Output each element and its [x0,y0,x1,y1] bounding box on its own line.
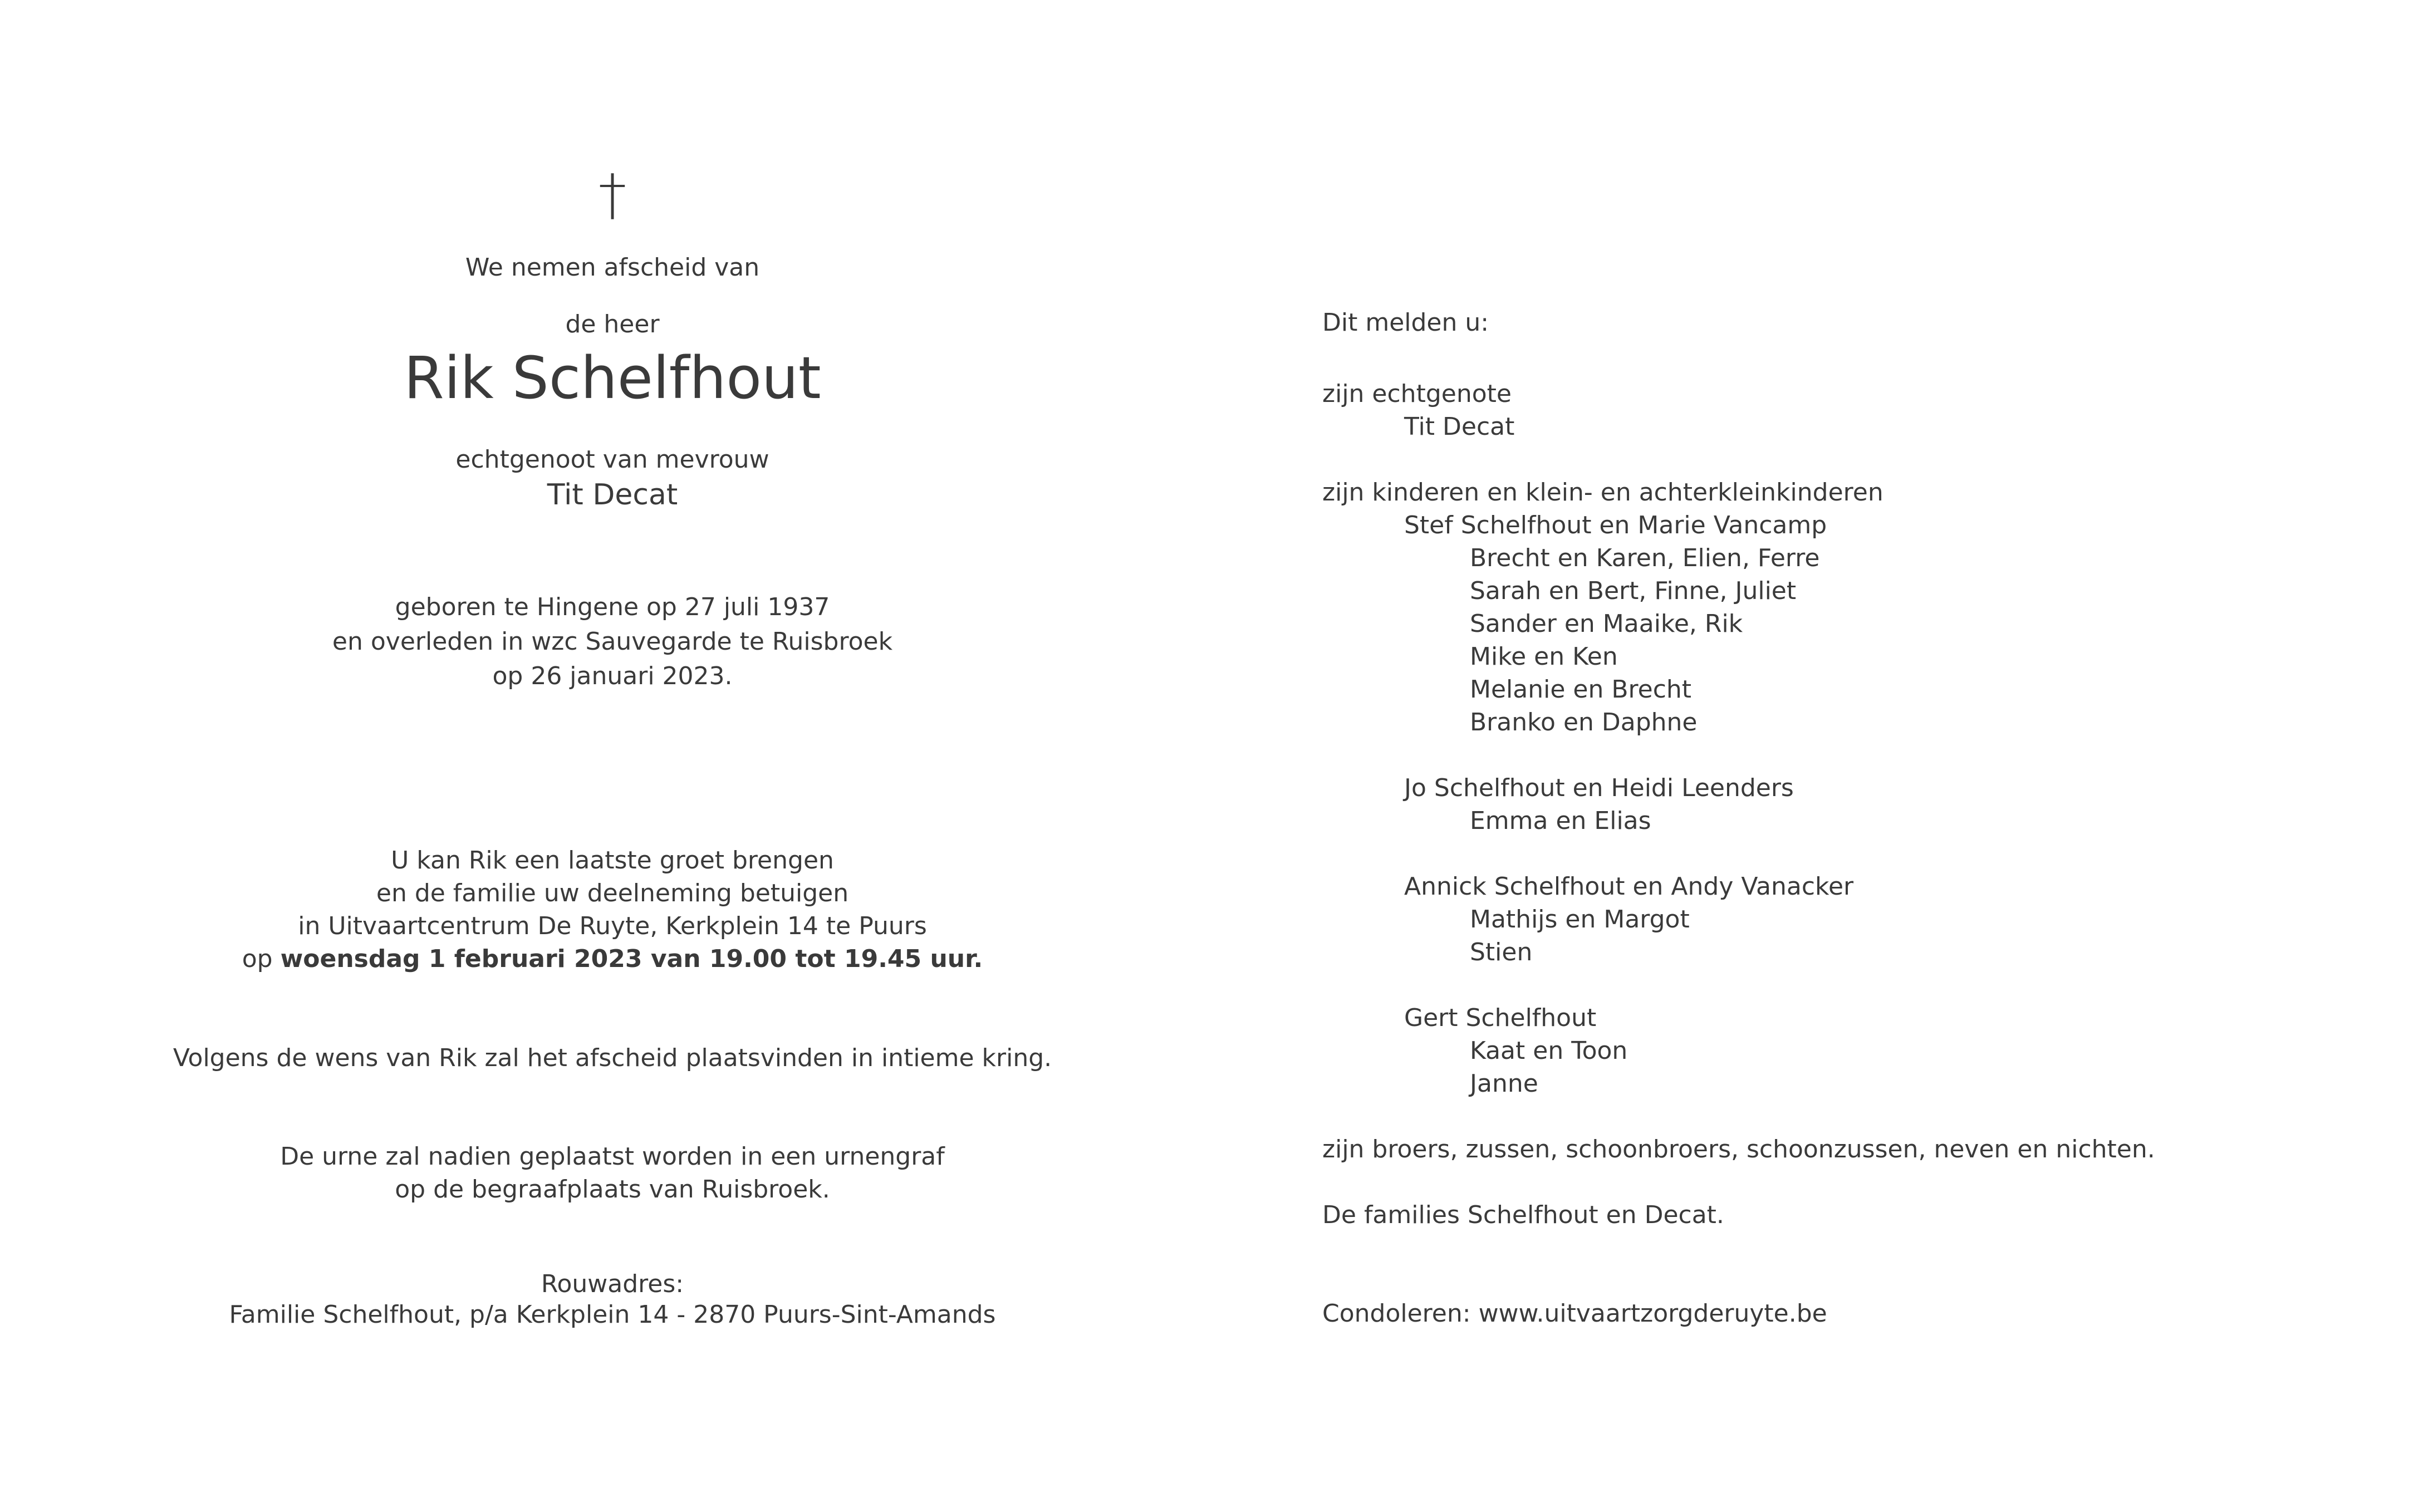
cross-icon: † [599,162,626,227]
children-label: zijn kinderen en klein- en achterkleinkinderen [1322,478,1883,507]
family-child: Melanie en Brecht [1470,675,1692,704]
spouse-name-right: Tit Decat [1404,413,1515,441]
family-child: Brecht en Karen, Elien, Ferre [1470,544,1820,572]
title-prefix: de heer [565,310,660,338]
siblings-line: zijn broers, zussen, schoonbroers, schoonzussen, neven en nichten. [1322,1135,2155,1164]
family-child: Stien [1470,938,1533,966]
address-label: Rouwadres: [541,1270,684,1298]
condolences-line: Condoleren: www.uitvaartzorgderuyte.be [1322,1299,1827,1328]
family-child: Branko en Daphne [1470,708,1698,737]
spouse-label: zijn echtgenote [1322,380,1512,408]
family-parents: Annick Schelfhout en Andy Vanacker [1404,872,1854,901]
right-column [1322,306,2380,1330]
urn-line-1: De urne zal nadien geplaatst worden in een urnengraf [280,1142,945,1171]
birth-info: geboren te Hingene op 27 juli 1937 [395,593,830,621]
family-child: Janne [1470,1069,1538,1098]
family-parents: Jo Schelfhout en Heidi Leenders [1404,774,1794,802]
mourning-address: Familie Schelfhout, p/a Kerkplein 14 - 2870 Puurs-Sint-Amands [229,1300,996,1329]
families-line: De families Schelfhout en Decat. [1322,1201,1724,1229]
visit-date-time: woensdag 1 februari 2023 van 19.00 tot 19.45 uur. [280,945,983,973]
death-date: op 26 januari 2023. [492,662,733,690]
family-child: Emma en Elias [1470,807,1651,835]
intro-text: We nemen afscheid van [465,253,760,282]
visit-date-prefix: op [242,945,273,973]
visit-line-4 [156,942,1069,976]
family-child: Sarah en Bert, Finne, Juliet [1470,577,1797,605]
family-child: Mike en Ken [1470,642,1618,671]
death-place: en overleden in wzc Sauvegarde te Ruisbroek [332,627,893,656]
spouse-name: Tit Decat [547,478,678,512]
farewell-wish: Volgens de wens van Rik zal het afscheid plaatsvinden in intieme kring. [173,1044,1052,1072]
urn-line-2: op de begraafplaats van Ruisbroek. [395,1175,830,1204]
announcement-header: Dit melden u: [1322,308,1489,337]
family-child: Sander en Maaike, Rik [1470,610,1743,638]
deceased-name: Rik Schelfhout [404,344,821,412]
visit-line-3: in Uitvaartcentrum De Ruyte, Kerkplein 14 te Puurs [298,912,927,940]
visit-line-2: en de familie uw deelneming betuigen [376,879,849,907]
family-child: Mathijs en Margot [1470,905,1690,934]
visit-line-1: U kan Rik een laatste groet brengen [391,846,834,875]
family-child: Kaat en Toon [1470,1037,1628,1065]
spouse-intro: echtgenoot van mevrouw [455,445,769,474]
family-parents: Stef Schelfhout en Marie Vancamp [1404,511,1827,539]
family-parents: Gert Schelfhout [1404,1004,1597,1032]
